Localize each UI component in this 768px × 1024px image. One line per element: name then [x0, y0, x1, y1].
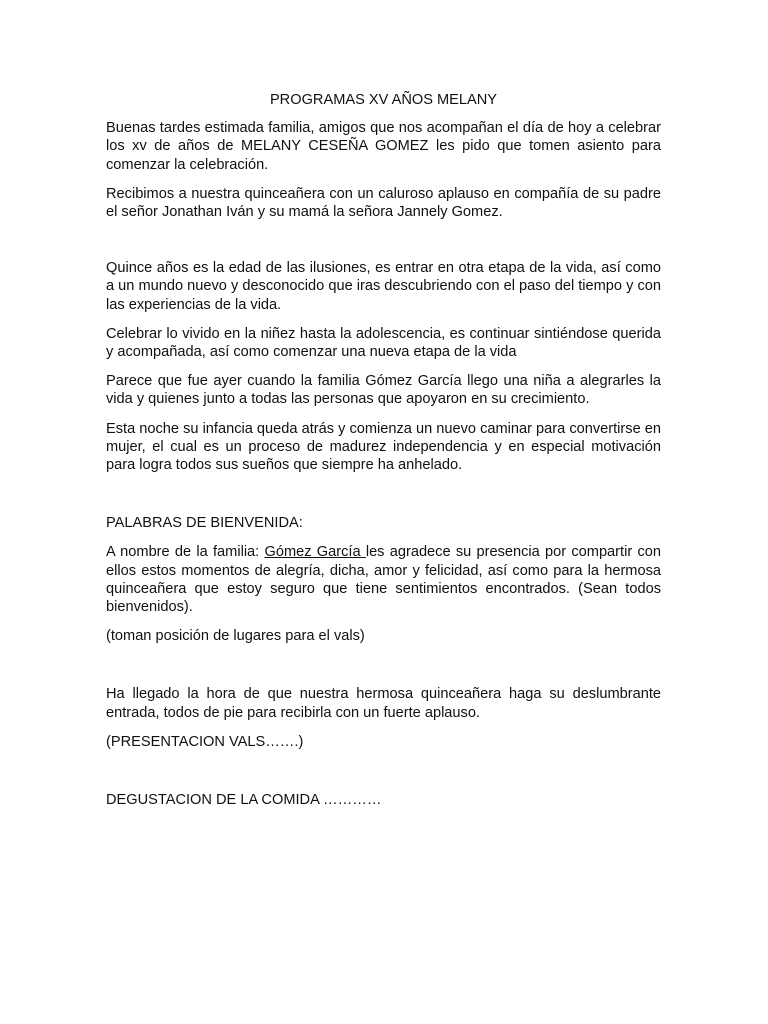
- paragraph-toman-posicion: (toman posición de lugares para el vals): [106, 628, 365, 645]
- family-name: Gómez García: [264, 544, 366, 561]
- paragraph-presentacion-vals: (PRESENTACION VALS…….): [106, 733, 304, 750]
- family-intro-text: A nombre de la familia:: [106, 544, 265, 561]
- document-title: PROGRAMAS XV AÑOS MELANY: [269, 92, 498, 108]
- paragraph-degustacion: DEGUSTACION DE LA COMIDA …………: [106, 792, 382, 809]
- paragraph-welcome: Buenas tardes estimada familia, amigos que nos acompañan el día de hoy a celebrar los xv de años de MELANY CESEÑA GOMEZ les pido que tomen asiento para comenzar la celebración.: [106, 120, 661, 173]
- paragraph-entrada: Ha llegado la hora de que nuestra hermosa quinceañera haga su deslumbrante entrada, todos de pie para recibirla con un fuerte aplauso.: [106, 686, 661, 721]
- paragraph-celebrar: Celebrar lo vivido en la niñez hasta la adolescencia, es continuar sintiéndose querida y acompañada, así como comenzar una nueva etapa de la vida: [106, 325, 661, 361]
- paragraph-esta-noche: Esta noche su infancia queda atrás y comienza un nuevo caminar para convertirse en mujer, el cual es un proceso de madurez independencia y en especial motivación para logra todos sus sueños que siempre ha anhelado.: [106, 420, 661, 474]
- family-thanks-text: les agradece su presencia por compartir con ellos estos momentos de alegría, dicha, amor y felicidad, así como para la hermosa quinceañera que estoy seguro que tiene sentimientos encontrados. (Sean todos bienvenidos).: [106, 544, 661, 616]
- section-heading-bienvenida: PALABRAS DE BIENVENIDA:: [106, 515, 303, 532]
- document-body: [106, 91, 661, 820]
- paragraph-quince-anos: Quince años es la edad de las ilusiones, es entrar en otra etapa de la vida, así como a un mundo nuevo y desconocido que iras descubriendo con el paso del tiempo y con las experiencias de la vida.: [106, 260, 661, 313]
- paragraph-parece: Parece que fue ayer cuando la familia Gómez García llego una niña a alegrarles la vida y quienes junto a todas las personas que apoyaron en su crecimiento.: [106, 373, 661, 408]
- paragraph-reception: Recibimos a nuestra quinceañera con un caluroso aplauso en compañía de su padre el señor Jonathan Iván y su mamá la señora Jannely Gomez.: [106, 185, 661, 221]
- paragraph-nombre-familia: [106, 543, 661, 616]
